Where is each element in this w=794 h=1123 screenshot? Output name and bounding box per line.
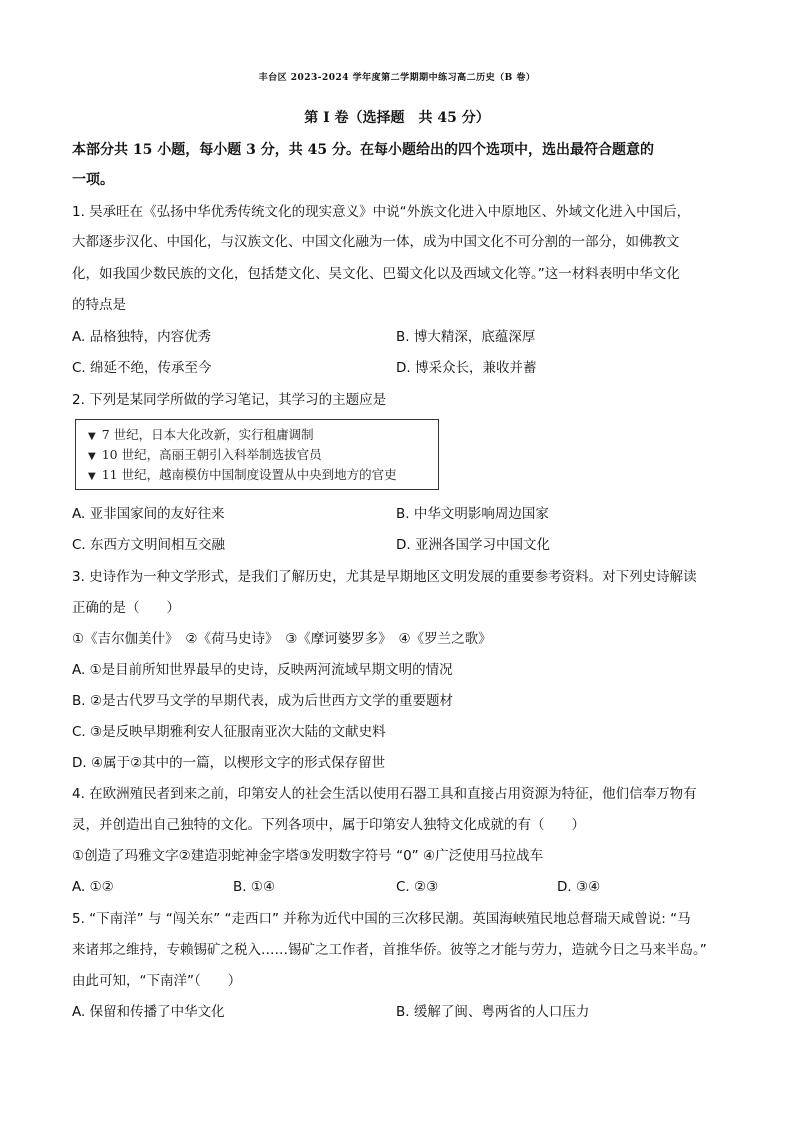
note-line-1: ▼ 7 世纪，日本大化改新，实行租庸调制 xyxy=(88,427,314,442)
q2-option-d: D. 亚洲各国学习中国文化 xyxy=(396,537,550,553)
q1-option-c: C. 绵延不绝，传承至今 xyxy=(72,360,212,376)
q5-stem-line-2: 来诸邦之维持，专赖锡矿之税入……锡矿之工作者，首推华侨。彼等之才能与劳力，造就今日之马来半岛。” xyxy=(72,942,707,958)
instructions-line-1: 本部分共 15 小题，每小题 3 分，共 45 分。在每小题给出的四个选项中，选出最符合题意的 xyxy=(72,142,654,158)
q1-option-d: D. 博采众长，兼收并蓄 xyxy=(396,360,537,376)
q2-option-b: B. 中华文明影响周边国家 xyxy=(396,506,549,522)
q3-option-a: A. ①是目前所知世界最早的史诗，反映两河流域早期文明的情况 xyxy=(72,662,453,678)
instructions-line-2: 一项。 xyxy=(72,172,114,188)
note-line-3: ▼ 11 世纪，越南模仿中国制度设置从中央到地方的官吏 xyxy=(88,467,397,482)
q5-stem-line-1: 5. “下南洋” 与 “闯关东” “走西口” 并称为近代中国的三次移民潮。英国海峡殖民地总督瑞天咸曾说: “马 xyxy=(72,911,691,927)
q3-option-d: D. ④属于②其中的一篇，以楔形文字的形式保存留世 xyxy=(72,755,386,771)
q4-option-a: A. ①② xyxy=(72,879,114,895)
q3-stem-line-1: 3. 史诗作为一种文学形式，是我们了解历史，尤其是早期地区文明发展的重要参考资料。对下列史诗解读 xyxy=(72,569,697,585)
q1-option-a: A. 品格独特，内容优秀 xyxy=(72,329,212,345)
triangle-bullet-icon: ▼ xyxy=(88,431,96,442)
q4-items: ①创造了玛雅文字②建造羽蛇神金字塔③发明数字符号 “0” ④广泛使用马拉战车 xyxy=(72,848,544,864)
q3-option-c: C. ③是反映早期雅利安人征服南亚次大陆的文献史料 xyxy=(72,724,386,740)
triangle-bullet-icon: ▼ xyxy=(88,471,96,482)
q2-option-c: C. 东西方文明间相互交融 xyxy=(72,537,226,553)
q4-option-d: D. ③④ xyxy=(557,879,601,895)
note-line-2: ▼ 10 世纪，高丽王朝引入科举制选拔官员 xyxy=(88,447,322,462)
q4-option-b: B. ①④ xyxy=(233,879,276,895)
study-notes-box xyxy=(75,419,439,490)
q3-stem-line-2: 正确的是（ ） xyxy=(72,600,180,616)
q3-items: ①《吉尔伽美什》 ②《荷马史诗》 ③《摩诃婆罗多》 ④《罗兰之歌》 xyxy=(72,631,492,647)
q1-stem-line-1: 1. 吴承旺在《弘扬中华优秀传统文化的现实意义》中说“外族文化进入中原地区、外域文化进入中国后， xyxy=(72,204,691,220)
q1-stem-line-2: 大都逐步汉化、中国化，与汉族文化、中国文化融为一体，成为中国文化不可分割的一部分，如佛教文 xyxy=(72,234,680,250)
triangle-bullet-icon: ▼ xyxy=(88,451,96,462)
q1-stem-line-3: 化，如我国少数民族的文化，包括楚文化、吴文化、巴蜀文化以及西域文化等。”这一材料表明中华文化 xyxy=(72,266,680,282)
q2-option-a: A. 亚非国家间的友好往来 xyxy=(72,506,225,522)
q4-option-c: C. ②③ xyxy=(396,879,439,895)
q5-stem-line-3: 由此可知，“下南洋”（ ） xyxy=(72,973,242,989)
q2-stem: 2. 下列是某同学所做的学习笔记，其学习的主题应是 xyxy=(72,392,387,408)
q5-option-a: A. 保留和传播了中华文化 xyxy=(72,1004,225,1020)
q4-stem-line-2: 灵，并创造出自己独特的文化。下列各项中，属于印第安人独特文化成就的有（ ） xyxy=(72,817,585,833)
q3-option-b: B. ②是古代罗马文学的早期代表，成为后世西方文学的重要题材 xyxy=(72,693,453,709)
page-title: 丰台区 2023-2024 学年度第二学期期中练习高二历史（B 卷） xyxy=(258,73,536,83)
q5-option-b: B. 缓解了闽、粤两省的人口压力 xyxy=(396,1004,590,1020)
section-title: 第 I 卷（选择题 共 45 分） xyxy=(304,110,490,126)
q1-stem-line-4: 的特点是 xyxy=(72,297,126,313)
q4-stem-line-1: 4. 在欧洲殖民者到来之前，印第安人的社会生活以使用石器工具和直接占用资源为特征，他们信奉万物有 xyxy=(72,786,697,802)
q1-option-b: B. 博大精深，底蕴深厚 xyxy=(396,329,536,345)
